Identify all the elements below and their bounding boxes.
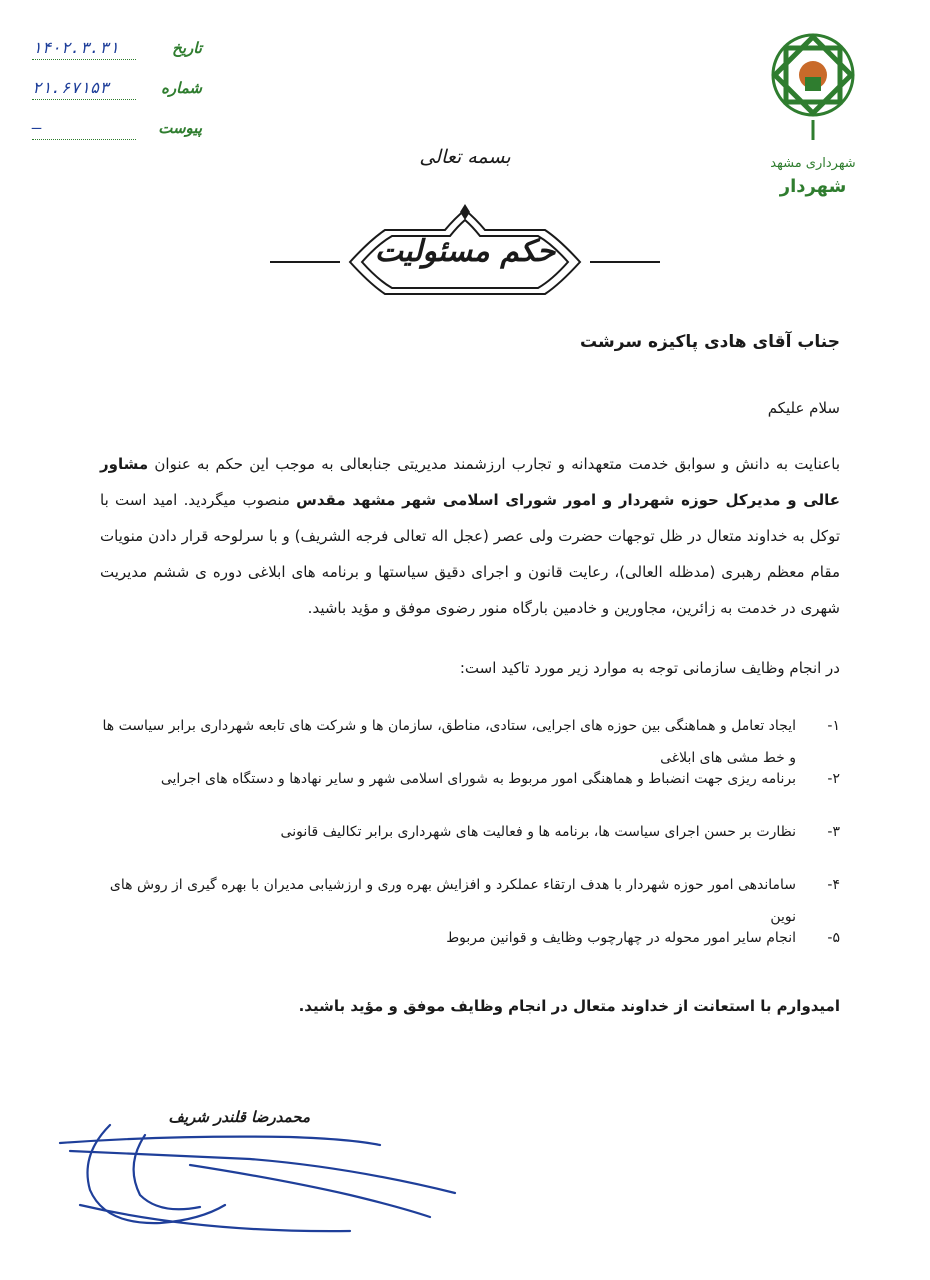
date-label: تاریخ: [172, 39, 202, 57]
paragraph-part1: باعنایت به دانش و سوابق خدمت متعهدانه و تجارب ارزشمند مدیریتی جنابعالی به موجب این حکم به عنوان: [154, 455, 840, 473]
item-text: برنامه ریزی جهت انضباط و هماهنگی امور مربوط به شورای اسلامی شهر و سایر نهادها و دستگاه های اجرایی: [160, 771, 796, 787]
item-text: انجام سایر امور محوله در چهارچوب وظایف و قوانین مربوط: [446, 930, 796, 946]
signer-name: محمدرضا قلندر شریف: [168, 1108, 310, 1126]
duties-list: [100, 710, 840, 975]
date-value: ۱۴۰۲.۳.۳۱: [32, 38, 136, 60]
paragraph-part2: منصوب میگردید. امید است با توکل به خداوند متعال در ظل توجهات حضرت ولی عصر (عجل اله تعالی فرجه الشریف) و با سرلوحه قرار دادن منویات مقام معظم رهبری (مدظله العالی)، رعایت قانون و اجرای دقیق سیاستها و برنامه های ابلاغی دوره ی ششم مدیریت شهری در خدمت به زائرین، مجاورین و خادمین بارگاه منور رضوی موفق و مؤید باشید.: [100, 491, 840, 617]
item-number: ۴-: [827, 877, 840, 893]
letter-body: [100, 322, 840, 1023]
number-value: ۲۱.۶۷۱۵۳: [32, 78, 136, 100]
document-title: حکم مسئولیت: [374, 234, 556, 269]
paragraph-bold-position: مشاور عالی و مدیرکل حوزه شهردار و امور شورای اسلامی شهر مشهد مقدس: [100, 455, 840, 509]
logo-emblem-icon: [758, 28, 868, 148]
recipient-salutation: جناب آقای هادی پاکیزه سرشت: [580, 332, 840, 352]
bismillah: بسمه تعالی: [419, 146, 511, 168]
list-item: [100, 869, 840, 925]
item-number: ۵-: [827, 930, 840, 946]
list-item: [100, 816, 840, 869]
item-number: ۱-: [827, 718, 840, 734]
item-text: نظارت بر حسن اجرای سیاست ها، برنامه ها و فعالیت های شهرداری برابر تکالیف قانونی: [280, 824, 796, 840]
item-text: ایجاد تعامل و هماهنگی بین حوزه های اجرایی، ستادی، مناطق، سازمان ها و شرکت های تابعه شهرداری برابر سیاست ها و خط مشی های ابلاغی: [102, 718, 796, 766]
logo-org-line2: شهردار: [779, 176, 847, 197]
duties-intro: در انجام وظایف سازمانی توجه به موارد زیر مورد تاکید است:: [459, 659, 840, 677]
item-number: ۲-: [827, 771, 840, 787]
number-label: شماره: [161, 79, 202, 97]
letter-meta: [32, 38, 202, 158]
attachment-value: —: [32, 118, 136, 140]
list-item: [100, 710, 840, 766]
municipality-logo: [758, 28, 868, 198]
closing-wish: امیدوارم با استعانت از خداوند متعال در انجام وظایف موفق و مؤید باشید.: [298, 997, 840, 1015]
greeting: سلام علیکم: [767, 399, 840, 417]
item-number: ۳-: [827, 824, 840, 840]
list-item: [100, 763, 840, 816]
attachment-label: پیوست: [158, 119, 202, 137]
title-cartouche: [270, 200, 660, 300]
main-paragraph: [100, 446, 840, 626]
logo-org-line1: شهرداری مشهد: [770, 156, 856, 171]
item-text: ساماندهی امور حوزه شهردار با هدف ارتقاء عملکرد و افزایش بهره وری و ارزشیابی مدیران با بهره گیری از روش های نوین: [109, 877, 796, 925]
number-row: [32, 78, 202, 118]
handwritten-signature-icon: [50, 1095, 470, 1245]
date-row: [32, 38, 202, 78]
list-item: [100, 922, 840, 975]
